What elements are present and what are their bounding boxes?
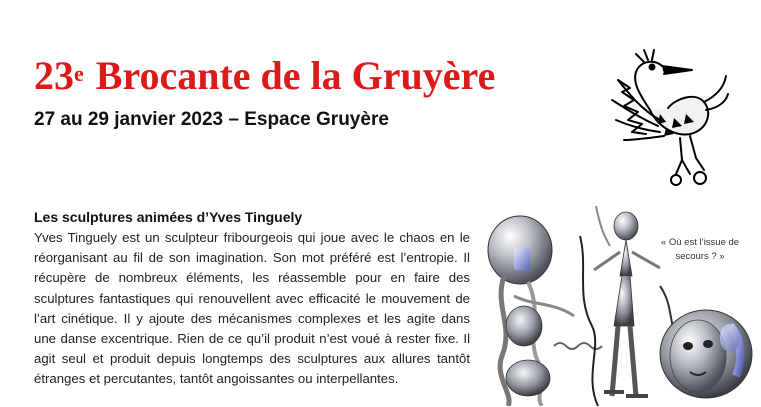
title-text: Brocante de la Gruyère — [95, 53, 496, 98]
title-number: 23 — [34, 53, 74, 98]
title-superscript: e — [74, 61, 84, 86]
event-dates: 27 au 29 janvier 2023 – Espace Gruyère — [34, 109, 389, 130]
bird-logo-icon — [600, 40, 730, 190]
article-body: Yves Tinguely est un sculpteur fribourgeois qui joue avec le chaos en le réorganisant au fil de son imagination. Son mot préféré est l’entropie. Il récupère de nombreux éléments, les réassemble pour en faire des sculptures fantastiques qui renouvellent avec efficacité le mouvement de l’art cinétique. Il y ajoute des mécanismes complexes et les agite dans une danse excentrique. Rien de ce qu’il produit n’est voué à rester fixe. Il agit seul et produit depuis longtemps des sculptures aux allures tantôt étranges et percutantes, tantôt angoissantes ou interpellantes. — [34, 230, 470, 387]
event-title — [34, 52, 495, 100]
article-heading: Les sculptures animées d’Yves Tinguely — [34, 209, 303, 225]
image-caption: « Où est l’issue de secours ? » — [660, 237, 740, 262]
